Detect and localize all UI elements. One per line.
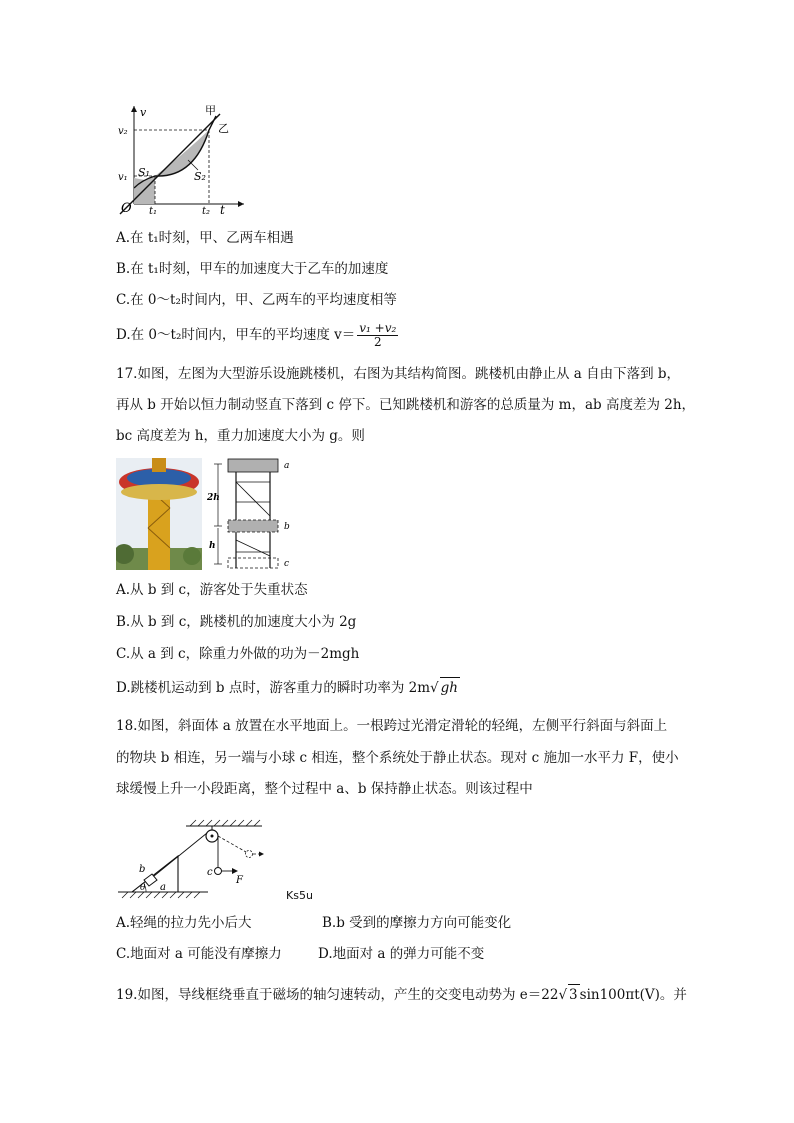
sqrt-3: 3: [568, 984, 580, 1005]
q19-line-1-suffix: sin100πt(V)。并: [579, 987, 687, 1003]
q19-line-1-text: 19.如图，导线框绕垂直于磁场的轴匀速转动，产生的交变电动势为 e＝22: [116, 987, 559, 1003]
label-a: a: [160, 882, 166, 893]
label-theta: θ: [140, 883, 146, 893]
q18-line-2: 的物块 b 相连，另一端与小球 c 相连，整个系统处于静止状态。现对 c 施加一水平力 F，使小: [116, 750, 679, 766]
q18-option-c: C.地面对 a 可能没有摩擦力: [116, 946, 282, 962]
jia-label: 甲: [205, 104, 216, 117]
origin-label: O: [121, 201, 132, 216]
axis-t-label: t: [220, 203, 225, 217]
q16-option-d-text: D.在 0～t₂时间内，甲车的平均速度 v＝: [116, 327, 356, 343]
sqrt-gh: gh: [440, 677, 460, 698]
q17-option-a: A.从 b 到 c，游客处于失重状态: [116, 582, 308, 598]
v1-label: v₁: [118, 172, 128, 183]
q16-option-a: A.在 t₁时刻，甲、乙两车相遇: [116, 230, 294, 246]
s1-label: S₁: [138, 166, 150, 179]
q16-fraction: [357, 322, 398, 349]
q16-option-b: B.在 t₁时刻，甲车的加速度大于乙车的加速度: [116, 261, 389, 277]
q17-line-3: bc 高度差为 h，重力加速度大小为 g。则: [116, 428, 365, 444]
q18-option-a: A.轻绳的拉力先小后大: [116, 915, 252, 931]
q17-option-d: D.跳楼机运动到 b 点时，游客重力的瞬时功率为 2m√ gh: [116, 677, 460, 698]
q17-line-2: 再从 b 开始以恒力制动竖直下落到 c 停下。已知跳楼机和游客的总质量为 m，ab 高度差为 2h，: [116, 397, 696, 413]
v2-label: v₂: [118, 126, 128, 137]
label-c: c: [284, 559, 290, 569]
axis-v-label: v: [140, 106, 147, 119]
q17-line-1: 17.如图，左图为大型游乐设施跳楼机，右图为其结构简图。跳楼机由静止从 a 自由下落到 b，: [116, 366, 681, 382]
q16-option-c: C.在 0～t₂时间内，甲、乙两车的平均速度相等: [116, 292, 397, 308]
t1-label: t₁: [149, 206, 158, 217]
q16-option-d: [116, 322, 398, 349]
watermark-ks5u: Ks5u: [286, 889, 313, 902]
label-c: c: [207, 867, 213, 878]
yi-label: 乙: [218, 122, 229, 135]
fraction-denominator: 2: [373, 335, 382, 349]
q17-option-d-text: D.跳楼机运动到 b 点时，游客重力的瞬时功率为 2m: [116, 680, 431, 696]
drop-tower-photo: [116, 458, 202, 570]
label-a: a: [284, 461, 290, 471]
t2-label: t₂: [202, 206, 211, 217]
q18-option-d: D.地面对 a 的弹力可能不变: [318, 946, 485, 962]
fraction-numerator: v₁ +v₂: [359, 321, 397, 335]
vt-graph: [112, 100, 247, 218]
label-b: b: [139, 864, 146, 875]
q18-line-3: 球缓慢上升一小段距离，整个过程中 a、b 保持静止状态。则该过程中: [116, 781, 533, 797]
q17-option-b: B.从 b 到 c，跳楼机的加速度大小为 2g: [116, 614, 357, 630]
q19-line-1: 19.如图，导线框绕垂直于磁场的轴匀速转动，产生的交变电动势为 e＝22√ 3 sin100πt(V)。并: [116, 984, 687, 1005]
drop-tower-diagram: [206, 456, 298, 570]
label-F: F: [236, 875, 243, 886]
label-h: h: [209, 541, 216, 551]
label-b: b: [284, 522, 290, 532]
q18-line-1: 18.如图，斜面体 a 放置在水平地面上。一根跨过光滑定滑轮的轻绳，左侧平行斜面与斜面上: [116, 718, 668, 734]
incline-pulley-diagram: [112, 812, 292, 900]
label-2h: 2h: [207, 493, 220, 503]
q17-option-c: C.从 a 到 c，除重力外做的功为－2mgh: [116, 646, 360, 662]
s2-label: S₂: [194, 170, 206, 183]
q18-option-b: B.b 受到的摩擦力方向可能变化: [322, 915, 512, 931]
